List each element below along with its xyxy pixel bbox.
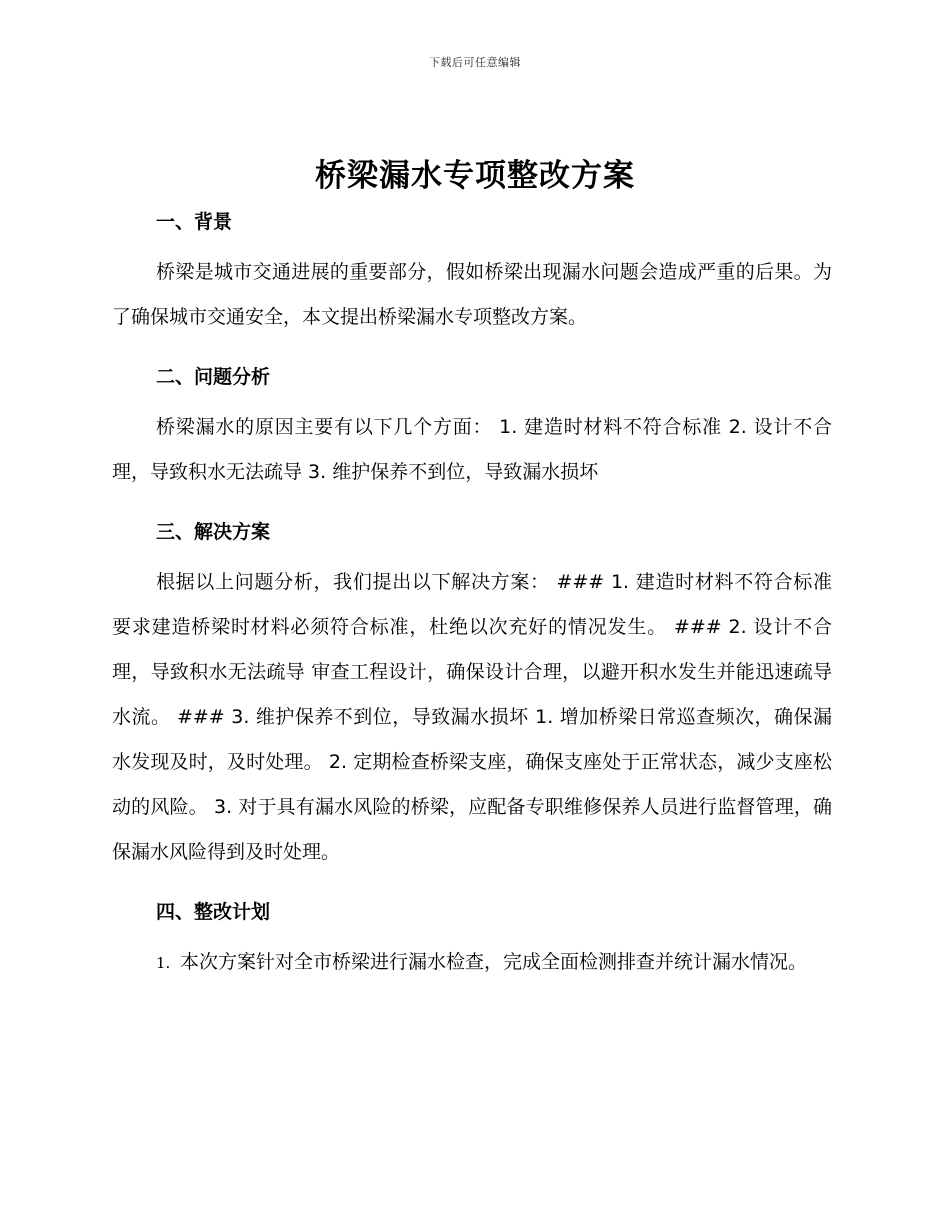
section-heading-analysis: 二、问题分析 [156,366,271,388]
section-heading-plan: 四、整改计划 [156,901,271,923]
plan-list-item [112,940,832,986]
header-note: 下载后可任意编辑 [429,56,521,69]
plan-list-item-number: 1. [156,954,171,972]
section-paragraph-background: 桥梁是城市交通进展的重要部分，假如桥梁出现漏水问题会造成严重的后果。为了确保城市交通安全，本文提出桥梁漏水专项整改方案。 [112,261,832,328]
document-body [112,207,832,986]
document-title: 桥梁漏水专项整改方案 [315,158,635,194]
section-heading-background: 一、背景 [156,211,233,233]
plan-list-item-text: 本次方案针对全市桥梁进行漏水检查，完成全面检测排查并统计漏水情况。 [180,951,808,973]
section-heading-solution: 三、解决方案 [156,521,271,543]
section-paragraph-analysis: 桥梁漏水的原因主要有以下几个方面： 1. 建造时材料不符合标准 2. 设计不合理，导致积水无法疏导 3. 维护保养不到位，导致漏水损坏 [112,416,832,483]
section-paragraph-solution: 根据以上问题分析，我们提出以下解决方案： ### 1. 建造时材料不符合标准 要求建造桥梁时材料必须符合标准，杜绝以次充好的情况发生。 ### 2. 设计不合理，导致积水无法疏导 审查工程设计，确保设计合理，以避开积水发生并能迅速疏导水流。 ### 3. 维护保养不到位，导致漏水损坏 1. 增加桥梁日常巡查频次，确保漏水发现及时，及时处理。 2. 定期检查桥梁支座，确保支座处于正常状态，减少支座松动的风险。 3. 对于具有漏水风险的桥梁，应配备专职维修保养人员进行监督管理，确保漏水风险得到及时处理。 [112,571,832,863]
